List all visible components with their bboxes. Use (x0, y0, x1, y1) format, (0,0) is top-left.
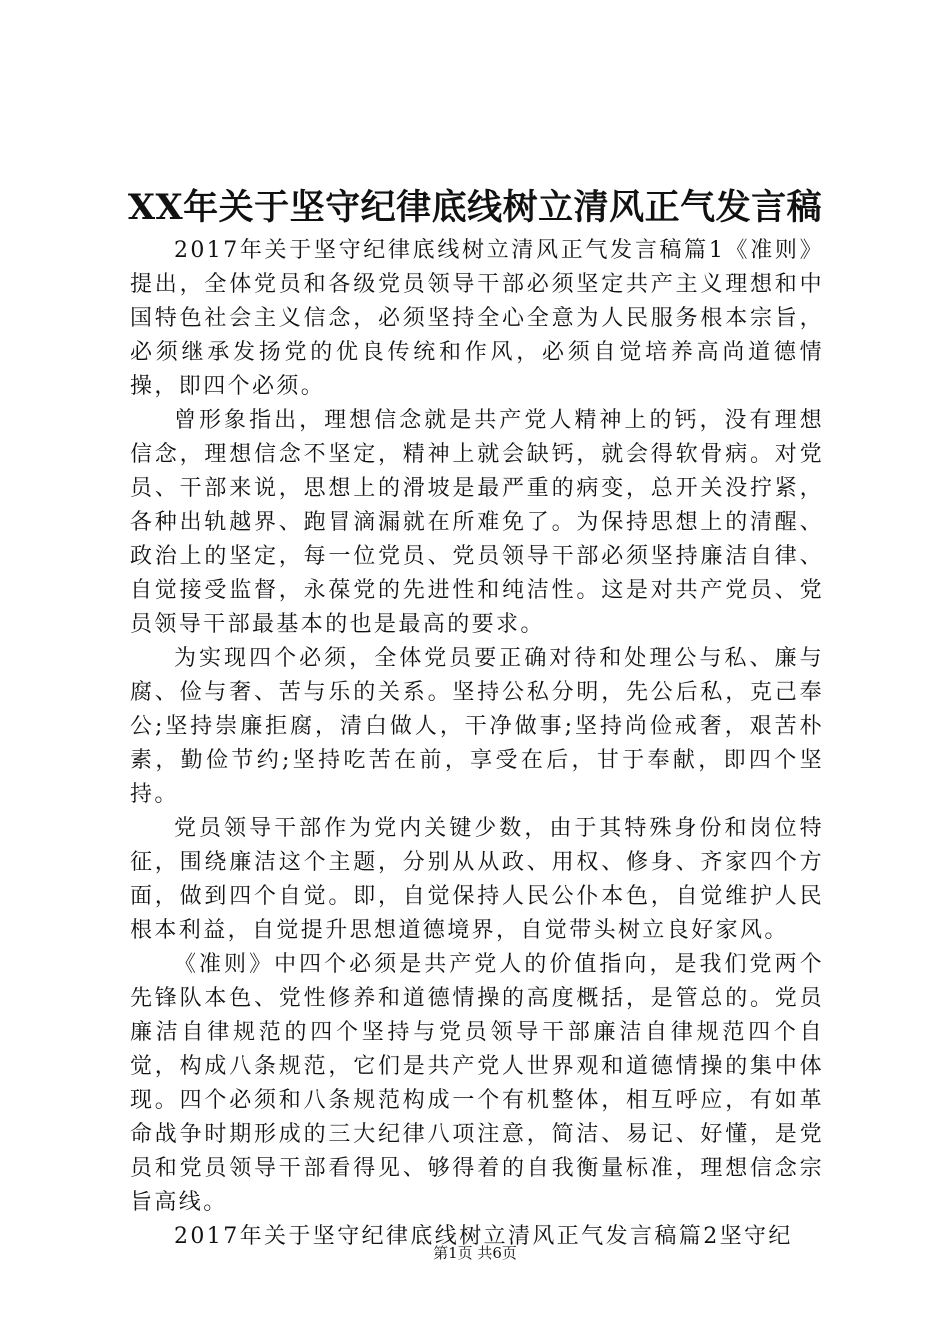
paragraph-5: 《准则》中四个必须是共产党人的价值指向，是我们党两个先锋队本色、党性修养和道德情操的高度概括，是管总的。党员廉洁自律规范的四个坚持与党员领导干部廉洁自律规范四个自觉，构成八条规范，它们是共产党人世界观和道德情操的集中体现。四个必须和八条规范构成一个有机整体，相互呼应，有如革命战争时期形成的三大纪律八项注意，简洁、易记、好懂，是党员和党员领导干部看得见、够得着的自我衡量标准，理想信念宗旨高线。 (130, 952, 824, 1215)
paragraph-1: 2017年关于坚守纪律底线树立清风正气发言稿篇1《准则》提出，全体党员和各级党员领导干部必须坚定共产主义理想和中国特色社会主义信念，必须坚持全心全意为人民服务根本宗旨，必须继承发扬党的优良传统和作风，必须自觉培养高尚道德情操，即四个必须。 (130, 238, 824, 399)
paragraph-2: 曾形象指出，理想信念就是共产党人精神上的钙，没有理想信念，理想信念不坚定，精神上就会缺钙，就会得软骨病。对党员、干部来说，思想上的滑坡是最严重的病变，总开关没拧紧，各种出轨越界、跑冒滴漏就在所难免了。为保持思想上的清醒、政治上的坚定，每一位党员、党员领导干部必须坚持廉洁自律、自觉接受监督，永葆党的先进性和纯洁性。这是对共产党员、党员领导干部最基本的也是最高的要求。 (130, 408, 824, 637)
paragraph-3: 为实现四个必须，全体党员要正确对待和处理公与私、廉与腐、俭与奢、苦与乐的关系。坚持公私分明，先公后私，克己奉公;坚持崇廉拒腐，清白做人，干净做事;坚持尚俭戒奢，艰苦朴素，勤俭节约;坚持吃苦在前，享受在后，甘于奉献，即四个坚持。 (130, 646, 824, 807)
document-title: XX年关于坚守纪律底线树立清风正气发言稿 (127, 187, 823, 228)
paragraph-6: 2017年关于坚守纪律底线树立清风正气发言稿篇2坚守纪 (174, 1224, 793, 1249)
paragraph-4: 党员领导干部作为党内关键少数，由于其特殊身份和岗位特征，围绕廉洁这个主题，分别从从政、用权、修身、齐家四个方面，做到四个自觉。即，自觉保持人民公仆本色，自觉维护人民根本利益，自觉提升思想道德境界，自觉带头树立良好家风。 (130, 816, 824, 943)
page-number-footer: 第1页 共6页 (433, 1244, 517, 1262)
document-body (130, 234, 824, 1254)
